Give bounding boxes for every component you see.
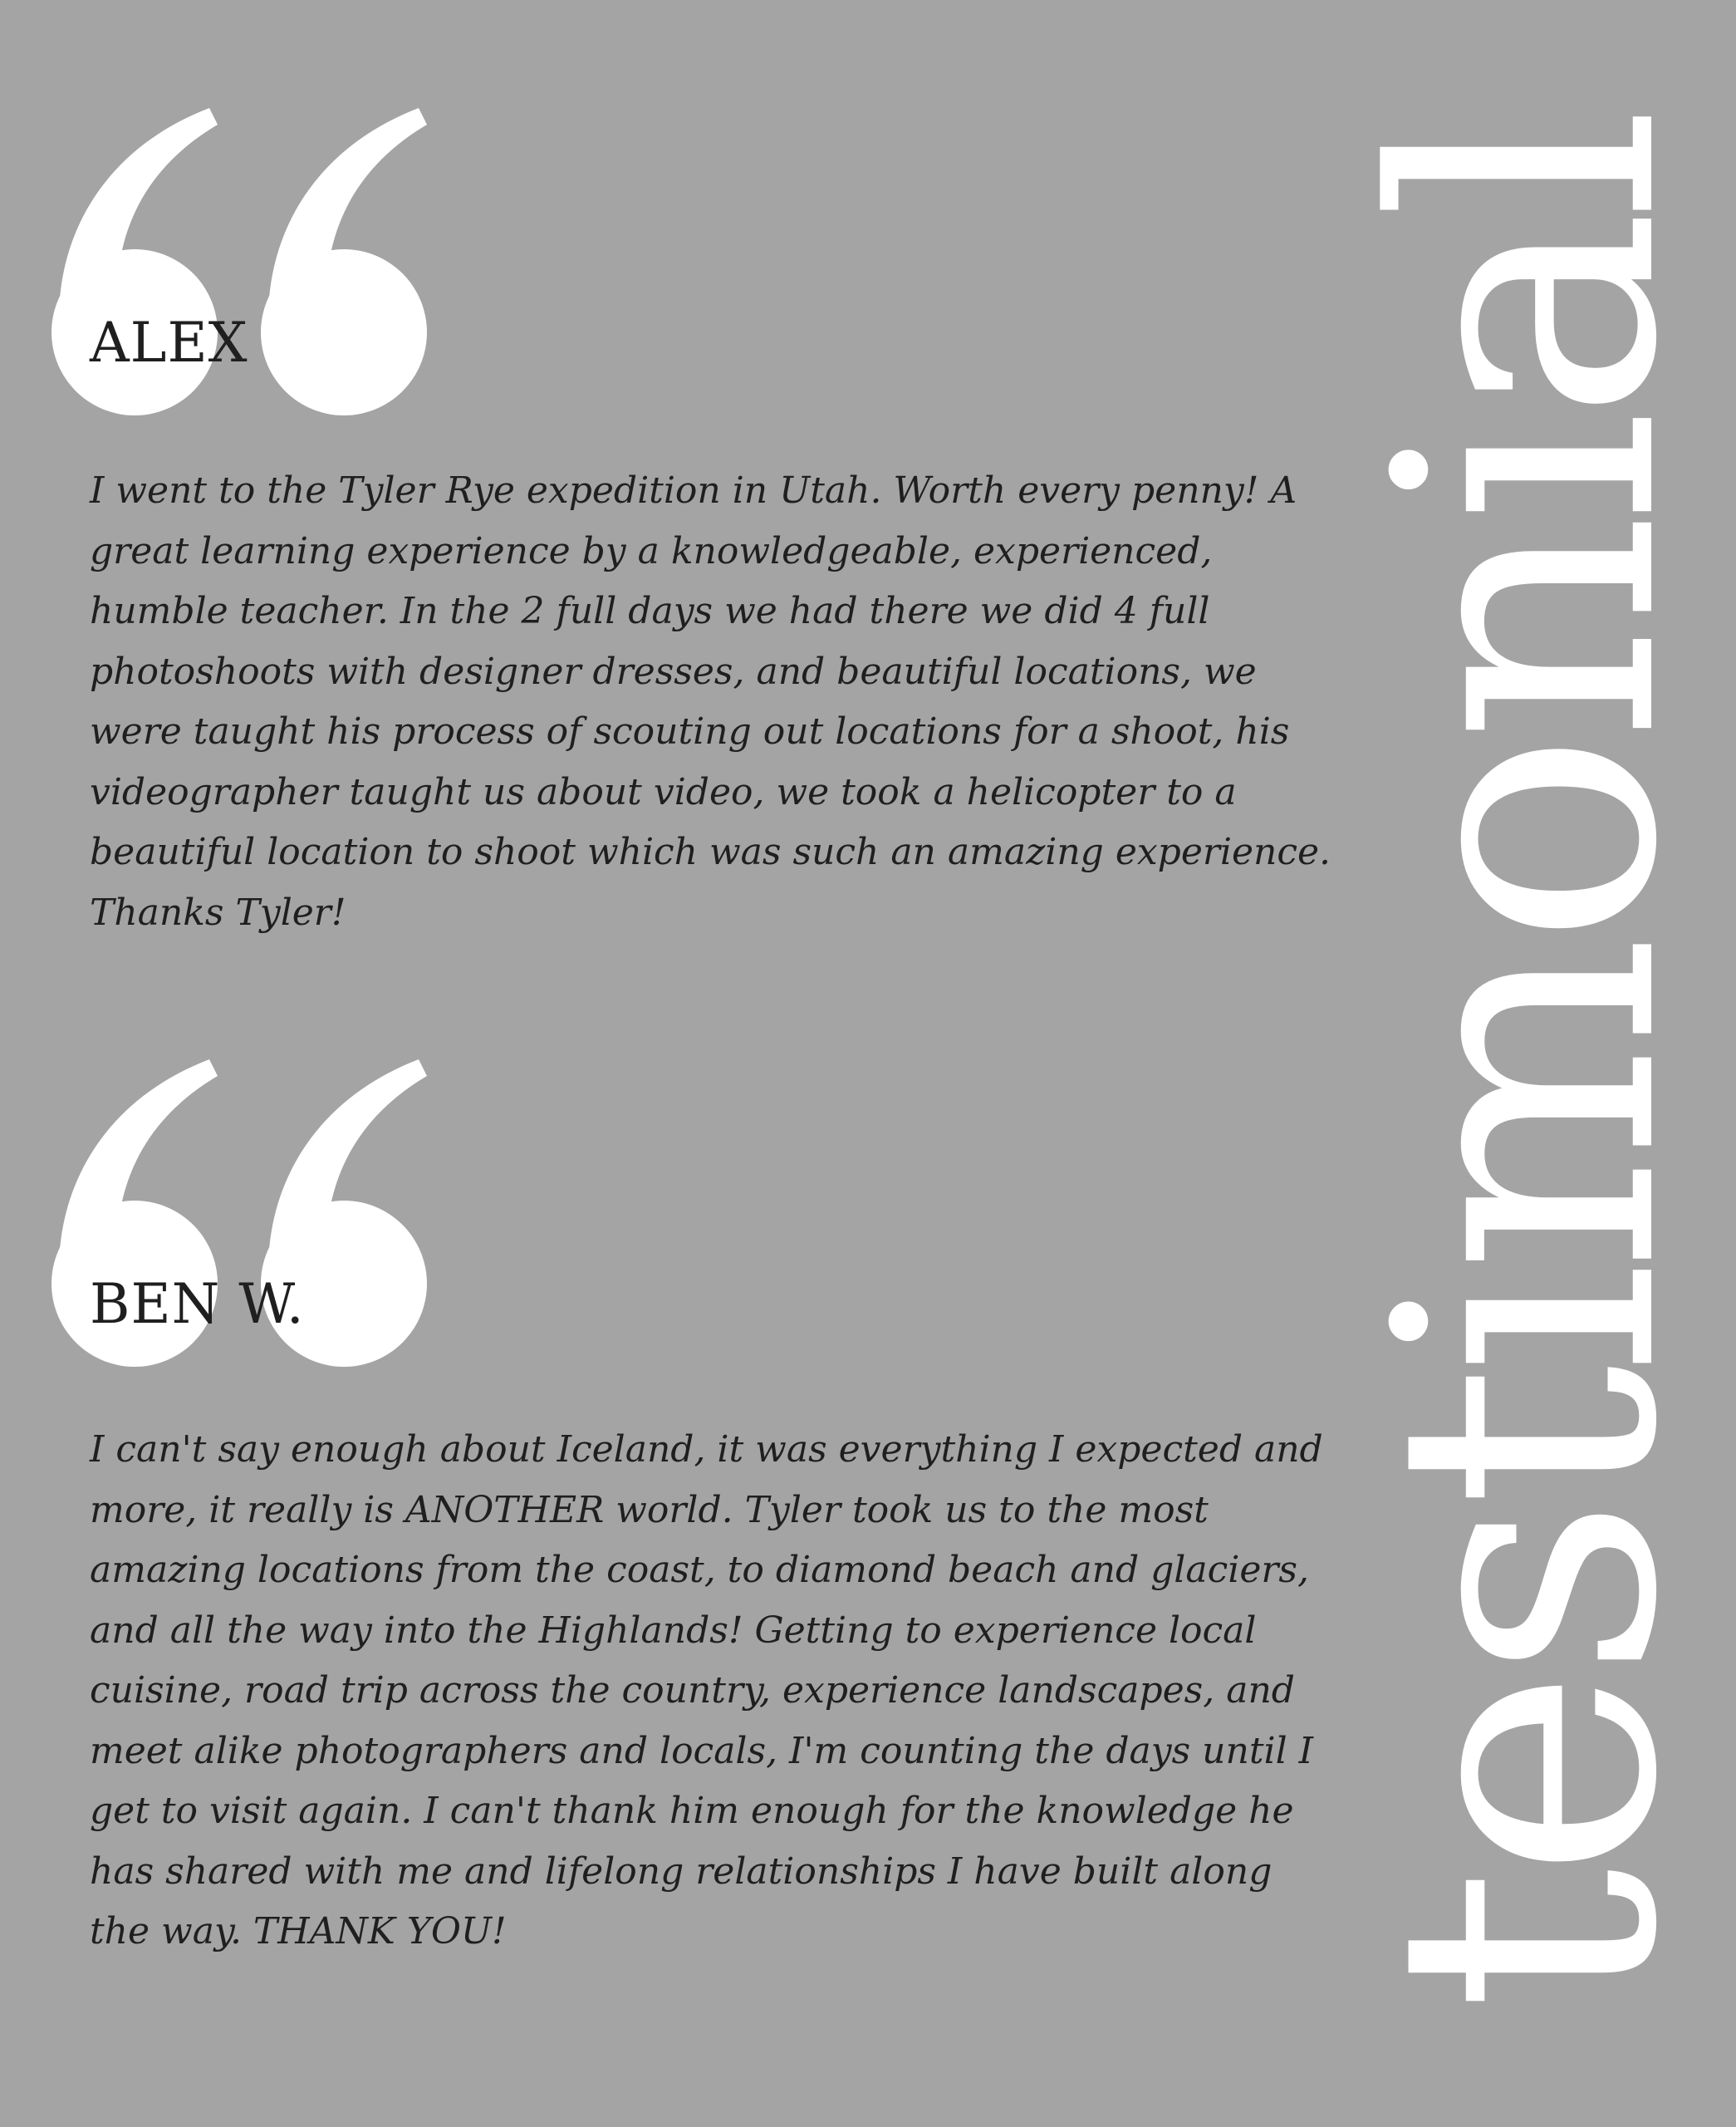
side-title: testimonial [1321, 117, 1736, 2012]
testimonial-text: I went to the Tyler Rye expedition in Utah. Worth every penny! A great learning experience by a knowledgeable, experienced, humble teacher. In the 2 full days we had there we did 4 full photoshoots with designer dresses, and beautiful locations, we were taught his process of scouting out locations for a shoot, his videographer taught us about video, we took a helicopter to a beautiful location to shoot which was such an amazing experience. Thanks Tyler! [90, 469, 1331, 934]
testimonial-text: I can't say enough about Iceland, it was everything I expected and more, it really is ANOTHER world. Tyler took us to the most amazing locations from the coast, to diamond beach and glaciers, and all the way into the Highlands! Getting to experience local cuisine, road trip across the country, experience landscapes, and meet alike photographers and locals, I'm counting the days until I get to visit again. I can't thank him enough for the knowledge he has shared with me and lifelong relationships I have built along the way. THANK YOU! [90, 1428, 1323, 1953]
testimonial-author: ALEX [90, 311, 248, 375]
testimonial-author: BEN W. [90, 1272, 305, 1336]
quote-icon [51, 108, 459, 424]
